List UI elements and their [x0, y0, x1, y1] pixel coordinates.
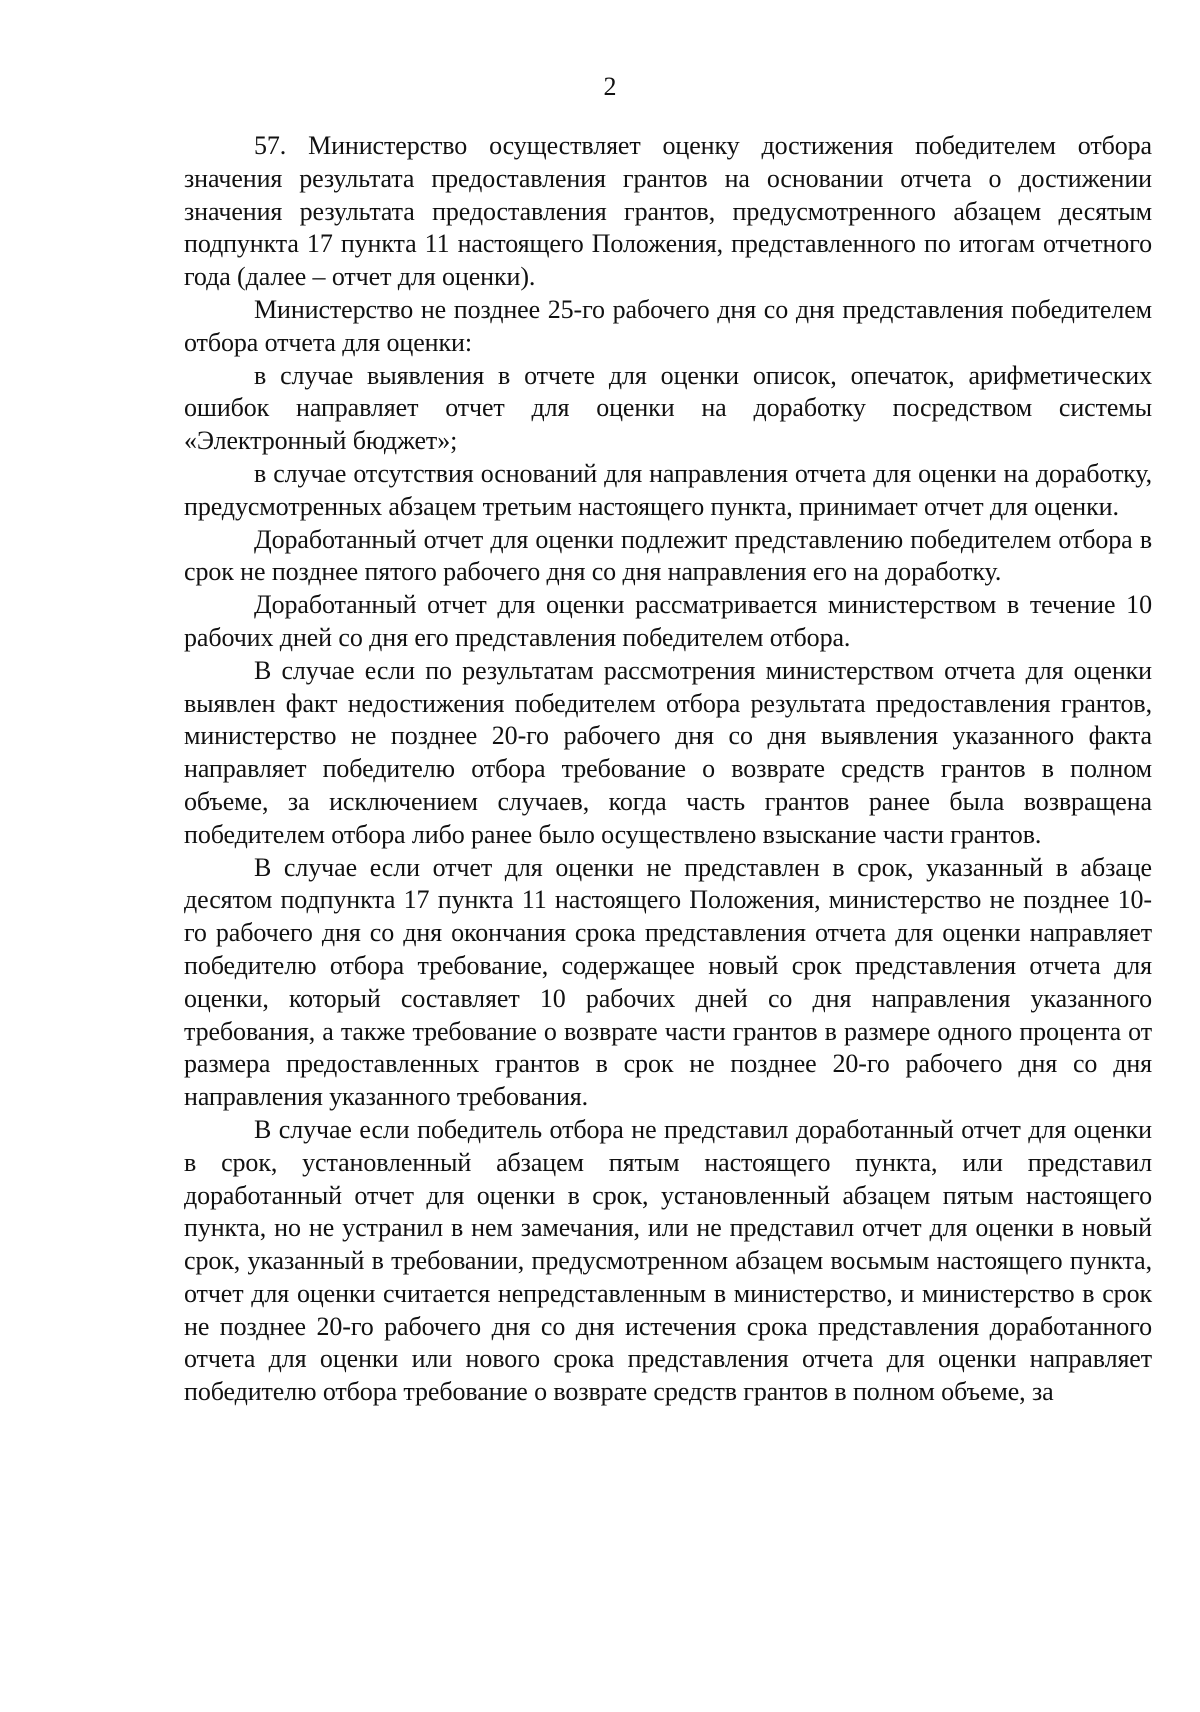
paragraph: В случае если отчет для оценки не представлен в срок, указанный в абзаце десятом подпункта 17 пункта 11 настоящего Положения, министерство не позднее 10-го рабочего дня со дня окончания срока представления отчета для оценки направляет победителю отбора требование, содержащее новый срок представления отчета для оценки, который составляет 10 рабочих дней со дня направления указанного требования, а также требование о возврате части грантов в размере одного процента от размера предоставленных грантов в срок не позднее 20-го рабочего дня со дня направления указанного требования.	[184, 852, 1152, 1112]
paragraph: в случае отсутствия оснований для направления отчета для оценки на доработку, предусмотренных абзацем третьим настоящего пункта, принимает отчет для оценки.	[184, 458, 1152, 521]
paragraph: Доработанный отчет для оценки подлежит представлению победителем отбора в срок не позднее пятого рабочего дня со дня направления его на доработку.	[184, 524, 1152, 587]
paragraph: Министерство не позднее 25-го рабочего дня со дня представления победителем отбора отчета для оценки:	[184, 294, 1152, 357]
document-body	[184, 130, 1152, 1409]
paragraph: в случае выявления в отчете для оценки описок, опечаток, арифметических ошибок направляет отчет для оценки на доработку посредством системы «Электронный бюджет»;	[184, 360, 1152, 456]
paragraph: Доработанный отчет для оценки рассматривается министерством в течение 10 рабочих дней со дня его представления победителем отбора.	[184, 590, 1152, 652]
paragraph: В случае если по результатам рассмотрения министерством отчета для оценки выявлен факт недостижения победителем отбора результата предоставления грантов, министерство не позднее 20-го рабочего дня со дня выявления указанного факта направляет победителю отбора требование о возврате средств грантов в полном объеме, за исключением случаев, когда часть грантов ранее была возвращена победителем отбора либо ранее было осуществлено взыскание части грантов.	[184, 655, 1152, 849]
page-number: 2	[603, 72, 617, 101]
paragraph: В случае если победитель отбора не представил доработанный отчет для оценки в срок, установленный абзацем пятым настоящего пункта, или представил доработанный отчет для оценки в срок, установленный абзацем пятым настоящего пункта, но не устранил в нем замечания, или не представил отчет для оценки в новый срок, указанный в требовании, предусмотренном абзацем восьмым настоящего пункта, отчет для оценки считается непредставленным в министерство, и министерство в срок не позднее 20-го рабочего дня со дня истечения срока представления доработанного отчета для оценки или нового срока представления отчета для оценки направляет победителю отбора требование о возврате средств грантов в полном объеме, за	[184, 1114, 1152, 1407]
paragraph: 57. Министерство осуществляет оценку достижения победителем отбора значения результата предоставления грантов на основании отчета о достижении значения результата предоставления грантов, предусмотренного абзацем десятым подпункта 17 пункта 11 настоящего Положения, представленного по итогам отчетного года (далее – отчет для оценки).	[184, 131, 1152, 292]
